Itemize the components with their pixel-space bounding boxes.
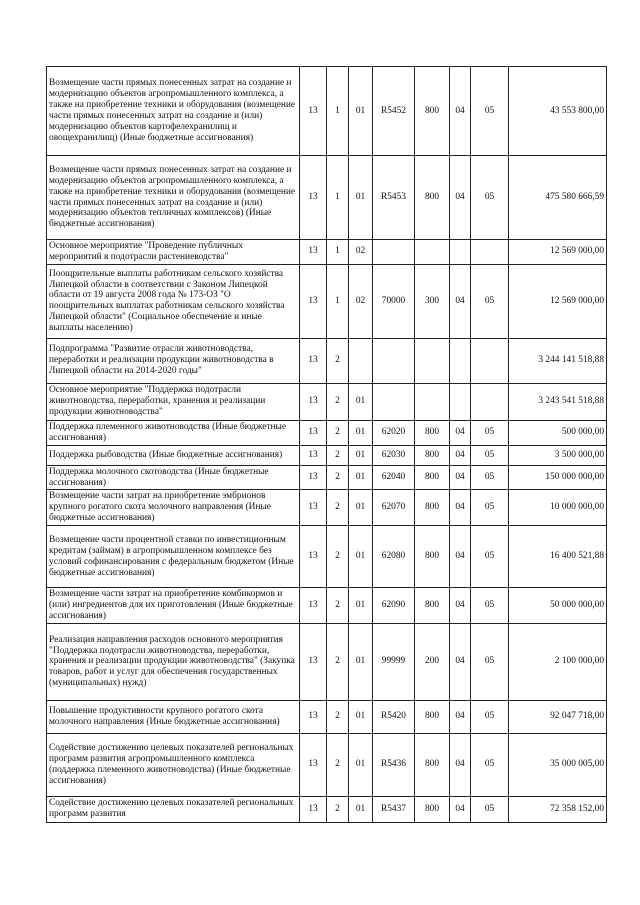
cell-amount: 475 580 666,59 [509, 156, 607, 240]
cell-rz: 04 [450, 420, 471, 445]
cell-pp: 2 [327, 623, 349, 700]
table-row [47, 383, 607, 420]
cell-vr: 800 [415, 526, 450, 588]
table-row [47, 240, 607, 265]
cell-pp: 2 [327, 588, 349, 624]
cell-code: 62020 [373, 420, 415, 445]
cell-pr: 05 [471, 67, 509, 156]
cell-gp: 13 [300, 465, 327, 490]
cell-pr: 05 [471, 264, 509, 338]
cell-code: R5437 [373, 796, 415, 822]
cell-om: 01 [349, 733, 373, 796]
cell-amount: 50 000 000,00 [509, 588, 607, 624]
row-name: Поддержка племенного животноводства (Иные бюджетные ассигнования) [47, 420, 300, 445]
cell-rz: 04 [450, 67, 471, 156]
cell-pp: 2 [327, 796, 349, 822]
cell-pr: 05 [471, 420, 509, 445]
cell-gp: 13 [300, 240, 327, 265]
table-row [47, 526, 607, 588]
cell-pr: 05 [471, 796, 509, 822]
cell-pp: 2 [327, 420, 349, 445]
table-body [47, 67, 607, 823]
cell-amount: 35 000 005,00 [509, 733, 607, 796]
cell-rz: 04 [450, 490, 471, 526]
cell-pr: 05 [471, 465, 509, 490]
table-row [47, 445, 607, 465]
row-name: Основное мероприятие "Поддержка подотрасли животноводства, переработки, хранения и реализации продукции животноводства" [47, 383, 300, 420]
table-row [47, 733, 607, 796]
cell-code: R5436 [373, 733, 415, 796]
cell-vr: 800 [415, 156, 450, 240]
table-row [47, 490, 607, 526]
cell-pp: 2 [327, 733, 349, 796]
cell-gp: 13 [300, 700, 327, 733]
cell-vr: 800 [415, 420, 450, 445]
row-name: Поощрительные выплаты работникам сельского хозяйства Липецкой области в соответствии с Законом Липецкой области от 19 августа 2008 года № 173-ОЗ "О поощрительных выплатах работникам сельского хозяйства Липецкой области" (Социальное обеспечение и иные выплаты населению) [47, 264, 300, 338]
cell-pr [471, 338, 509, 383]
cell-pp: 1 [327, 156, 349, 240]
cell-vr: 800 [415, 700, 450, 733]
cell-om [349, 338, 373, 383]
cell-pp: 2 [327, 338, 349, 383]
cell-pp: 1 [327, 67, 349, 156]
cell-code [373, 383, 415, 420]
cell-pp: 2 [327, 383, 349, 420]
cell-pr: 05 [471, 700, 509, 733]
table-row [47, 623, 607, 700]
cell-amount: 10 000 000,00 [509, 490, 607, 526]
row-name: Содействие достижению целевых показателей региональных программ развития [47, 796, 300, 822]
cell-pr: 05 [471, 526, 509, 588]
cell-amount: 500 000,00 [509, 420, 607, 445]
cell-om: 01 [349, 796, 373, 822]
cell-amount: 3 243 541 518,88 [509, 383, 607, 420]
table-row [47, 156, 607, 240]
cell-rz: 04 [450, 526, 471, 588]
cell-vr: 300 [415, 264, 450, 338]
cell-code: R5420 [373, 700, 415, 733]
cell-rz [450, 383, 471, 420]
cell-pr: 05 [471, 588, 509, 624]
table-row [47, 465, 607, 490]
cell-gp: 13 [300, 796, 327, 822]
cell-gp: 13 [300, 156, 327, 240]
cell-rz: 04 [450, 623, 471, 700]
cell-amount: 3 244 141 518,88 [509, 338, 607, 383]
cell-gp: 13 [300, 623, 327, 700]
cell-om: 01 [349, 465, 373, 490]
row-name: Повышение продуктивности крупного рогатого скота молочного направления (Иные бюджетные ассигнования) [47, 700, 300, 733]
cell-gp: 13 [300, 490, 327, 526]
cell-pr [471, 240, 509, 265]
cell-om: 01 [349, 420, 373, 445]
document-page [46, 66, 606, 823]
cell-om: 01 [349, 588, 373, 624]
cell-om: 01 [349, 383, 373, 420]
cell-rz: 04 [450, 700, 471, 733]
cell-vr: 800 [415, 67, 450, 156]
row-name: Поддержка молочного скотоводства (Иные бюджетные ассигнования) [47, 465, 300, 490]
table-row [47, 264, 607, 338]
cell-rz: 04 [450, 156, 471, 240]
cell-vr [415, 338, 450, 383]
cell-amount: 150 000 000,00 [509, 465, 607, 490]
cell-pr: 05 [471, 156, 509, 240]
cell-rz: 04 [450, 796, 471, 822]
cell-gp: 13 [300, 420, 327, 445]
cell-gp: 13 [300, 445, 327, 465]
cell-pr: 05 [471, 490, 509, 526]
table-row [47, 796, 607, 822]
cell-gp: 13 [300, 383, 327, 420]
table-row [47, 420, 607, 445]
cell-pr: 05 [471, 445, 509, 465]
row-name: Реализация направления расходов основного мероприятия "Поддержка подотрасли животноводства, переработки, хранения и реализации продукции животноводства" (Закупка товаров, работ и услуг для обеспечения государственных (муниципальных) нужд) [47, 623, 300, 700]
table-row [47, 67, 607, 156]
row-name: Возмещение части затрат на приобретение эмбрионов крупного рогатого скота молочного направления (Иные бюджетные ассигнования) [47, 490, 300, 526]
cell-code: R5452 [373, 67, 415, 156]
cell-pp: 2 [327, 526, 349, 588]
cell-rz: 04 [450, 445, 471, 465]
cell-om: 01 [349, 490, 373, 526]
cell-pr [471, 383, 509, 420]
cell-code: 70000 [373, 264, 415, 338]
cell-vr: 800 [415, 490, 450, 526]
cell-vr: 800 [415, 733, 450, 796]
cell-amount: 92 047 718,00 [509, 700, 607, 733]
row-name: Поддержка рыбоводства (Иные бюджетные ассигнования) [47, 445, 300, 465]
cell-om: 02 [349, 264, 373, 338]
cell-vr: 800 [415, 445, 450, 465]
cell-pp: 1 [327, 240, 349, 265]
table-row [47, 700, 607, 733]
cell-rz [450, 240, 471, 265]
cell-om: 01 [349, 156, 373, 240]
row-name: Подпрограмма "Развитие отрасли животноводства, переработки и реализации продукции животноводства в Липецкой области на 2014-2020 годы" [47, 338, 300, 383]
cell-code: 62090 [373, 588, 415, 624]
row-name: Возмещение части затрат на приобретение комбикормов и (или) ингредиентов для их приготовления (Иные бюджетные ассигнования) [47, 588, 300, 624]
cell-amount: 72 358 152,00 [509, 796, 607, 822]
cell-pr: 05 [471, 623, 509, 700]
cell-code: 62080 [373, 526, 415, 588]
cell-rz [450, 338, 471, 383]
cell-gp: 13 [300, 264, 327, 338]
cell-code: 62070 [373, 490, 415, 526]
cell-gp: 13 [300, 588, 327, 624]
row-name: Возмещение части процентной ставки по инвестиционным кредитам (займам) в агропромышленном комплексе без условий софинансирования с федеральным бюджетом (Иные бюджетные ассигнования) [47, 526, 300, 588]
cell-code [373, 338, 415, 383]
cell-amount: 2 100 000,00 [509, 623, 607, 700]
cell-om: 01 [349, 623, 373, 700]
cell-amount: 12 569 000,00 [509, 240, 607, 265]
cell-rz: 04 [450, 465, 471, 490]
cell-gp: 13 [300, 338, 327, 383]
cell-om: 01 [349, 526, 373, 588]
cell-pr: 05 [471, 733, 509, 796]
cell-gp: 13 [300, 733, 327, 796]
cell-code: 99999 [373, 623, 415, 700]
cell-om: 02 [349, 240, 373, 265]
cell-pp: 2 [327, 490, 349, 526]
cell-rz: 04 [450, 588, 471, 624]
cell-om: 01 [349, 445, 373, 465]
cell-vr [415, 383, 450, 420]
row-name: Содействие достижению целевых показателей региональных программ развития агропромышленного комплекса (поддержка племенного животноводства) (Иные бюджетные ассигнования) [47, 733, 300, 796]
row-name: Возмещение части прямых понесенных затрат на создание и модернизацию объектов агропромышленного комплекса, а также на приобретение техники и оборудования (возмещение части прямых понесенных затрат на создание и (или) модернизацию объектов тепличных комплексов) (Иные бюджетные ассигнования) [47, 156, 300, 240]
cell-amount: 16 400 521,88 [509, 526, 607, 588]
cell-code: 62030 [373, 445, 415, 465]
budget-table [46, 66, 607, 823]
cell-vr [415, 240, 450, 265]
cell-code [373, 240, 415, 265]
cell-amount: 43 553 800,00 [509, 67, 607, 156]
cell-amount: 12 569 000,00 [509, 264, 607, 338]
cell-gp: 13 [300, 526, 327, 588]
cell-vr: 800 [415, 796, 450, 822]
row-name: Возмещение части прямых понесенных затрат на создание и модернизацию объектов агропромышленного комплекса, а также на приобретение техники и оборудования (возмещение части прямых понесенных затрат на создание и (или) модернизацию объектов картофелехранилищ и овощехранилищ) (Иные бюджетные ассигнования) [47, 67, 300, 156]
row-name: Основное мероприятие "Проведение публичных мероприятий в подотрасли растениеводства" [47, 240, 300, 265]
cell-pp: 2 [327, 700, 349, 733]
cell-pp: 2 [327, 445, 349, 465]
cell-gp: 13 [300, 67, 327, 156]
cell-code: 62040 [373, 465, 415, 490]
cell-vr: 800 [415, 465, 450, 490]
cell-pp: 2 [327, 465, 349, 490]
cell-amount: 3 500 000,00 [509, 445, 607, 465]
cell-rz: 04 [450, 264, 471, 338]
cell-vr: 200 [415, 623, 450, 700]
cell-code: R5453 [373, 156, 415, 240]
cell-rz: 04 [450, 733, 471, 796]
table-row [47, 338, 607, 383]
table-row [47, 588, 607, 624]
cell-om: 01 [349, 700, 373, 733]
cell-vr: 800 [415, 588, 450, 624]
cell-pp: 1 [327, 264, 349, 338]
cell-om: 01 [349, 67, 373, 156]
